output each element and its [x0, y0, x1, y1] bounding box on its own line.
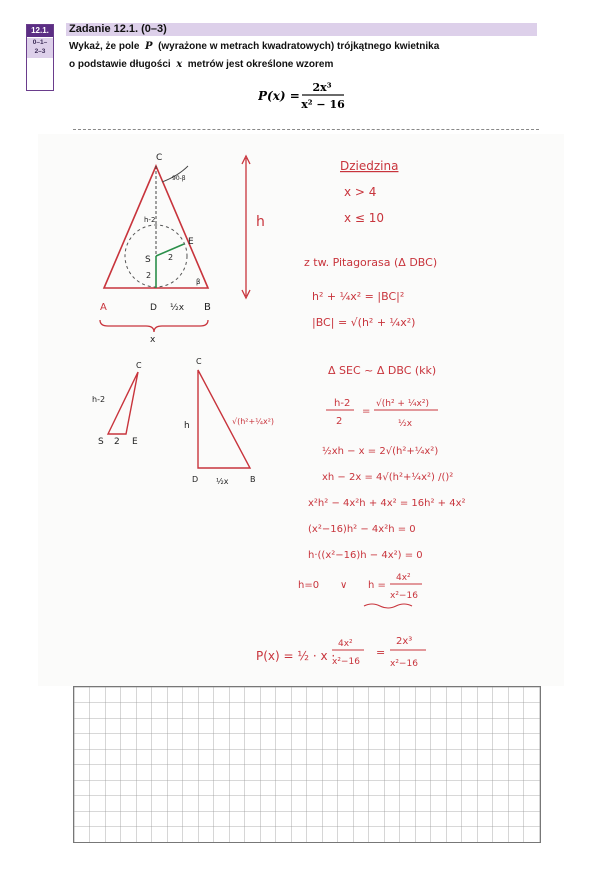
label-h-minus-2: h-2	[144, 216, 156, 224]
formula-denominator: x² − 16	[301, 98, 345, 111]
solution-drawing	[38, 134, 564, 686]
final-equals: =	[376, 646, 386, 659]
answer-grid	[73, 686, 541, 843]
label-D: D	[150, 303, 157, 313]
triangle-SEC	[108, 372, 138, 434]
final-den1: x²−16	[332, 657, 360, 667]
tri2-h: h	[184, 421, 190, 431]
label-beta: β	[196, 278, 201, 286]
final-num2: 2x³	[396, 636, 413, 647]
eq7-num: 4x²	[396, 573, 411, 583]
task-text-line1: Wykaż, że pole P (wyrażone w metrach kwadratowych) trójkątnego kwietnika	[69, 41, 440, 52]
pythagoras-eq-1: h² + ¼x² = |BC|²	[312, 290, 405, 303]
h-label: h	[256, 214, 265, 230]
pythagoras-eq-2: |BC| = √(h² + ¼x²)	[312, 316, 416, 329]
eq1-num: h-2	[334, 398, 351, 409]
domain-1: x > 4	[344, 185, 377, 199]
tri1-E: E	[132, 437, 138, 447]
eq1-rden: ½x	[398, 419, 413, 429]
similarity-statement: Δ SEC ~ Δ DBC (kk)	[328, 364, 437, 377]
formula-lhs: P(x) =	[258, 89, 300, 103]
tri1-two: 2	[114, 437, 120, 447]
pythagoras-title: z tw. Pitagorasa (Δ DBC)	[304, 256, 438, 269]
base-brace	[100, 320, 208, 332]
final-den2: x²−16	[390, 659, 418, 669]
eq1-rnum: √(h² + ¼x²)	[376, 399, 429, 409]
final-num1: 4x²	[338, 639, 353, 649]
eq6: h·((x²−16)h − 4x²) = 0	[308, 550, 423, 561]
tri1-h-minus-2: h-2	[92, 395, 106, 404]
task-points-box: 0–1– 2–3	[27, 38, 53, 58]
label-A: A	[100, 302, 107, 313]
tri2-half-x: ½x	[216, 477, 229, 486]
domain-title: Dziedzina	[340, 159, 399, 173]
task-title: Zadanie 12.1. (0–3)	[69, 23, 167, 35]
eq4: x²h² − 4x²h + 4x² = 16h² + 4x²	[308, 498, 466, 509]
label-radius-2: 2	[146, 271, 152, 280]
label-angle: 90-β	[172, 175, 186, 182]
eq7-den: x²−16	[390, 591, 418, 601]
label-x: x	[150, 335, 156, 345]
answer-grid-lines	[74, 687, 540, 842]
task-number-box	[26, 24, 54, 91]
label-B: B	[204, 302, 211, 313]
solution-photo	[38, 134, 564, 686]
separator	[73, 129, 539, 130]
task-formula	[258, 78, 368, 112]
tri2-C: C	[196, 357, 202, 366]
formula-numerator: 2x³	[312, 81, 332, 94]
eq1-equals: =	[362, 406, 371, 417]
tri2-hypotenuse: √(h²+¼x²)	[232, 417, 275, 426]
eq7-underline	[364, 604, 412, 608]
label-half-x: ½x	[170, 303, 185, 313]
tri1-C: C	[136, 361, 142, 370]
eq5: (x²−16)h² − 4x²h = 0	[308, 524, 416, 535]
eq1-den: 2	[336, 416, 343, 427]
task-text-line2: o podstawie długości x metrów jest określone wzorem	[69, 59, 334, 70]
final-lhs: P(x) = ½ · x ·	[256, 649, 336, 663]
eq3: xh − 2x = 4√(h²+¼x²) /()²	[322, 472, 454, 483]
eq2: ½xh − x = 2√(h²+¼x²)	[322, 446, 439, 457]
tri1-S: S	[98, 437, 104, 447]
eq7-or: ∨	[340, 580, 348, 591]
label-S: S	[145, 255, 151, 265]
label-E: E	[188, 237, 194, 247]
eq7-h-equals: h =	[368, 580, 386, 591]
label-C: C	[156, 153, 163, 163]
tri2-D: D	[192, 475, 199, 484]
label-radius-1: 2	[168, 253, 174, 262]
task-number: 12.1.	[27, 25, 53, 37]
tri2-B: B	[250, 475, 256, 484]
domain-2: x ≤ 10	[344, 211, 385, 225]
eq7-h-zero: h=0	[298, 580, 320, 591]
